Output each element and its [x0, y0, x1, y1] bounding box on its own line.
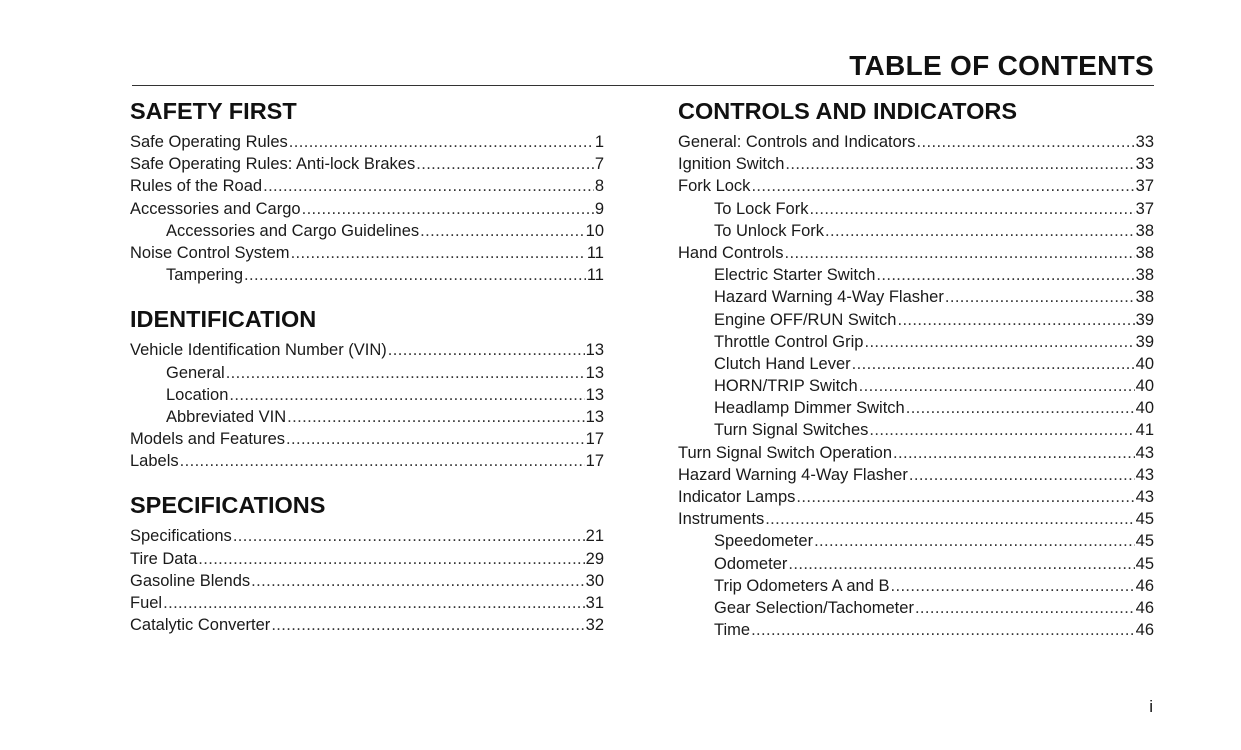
dot-leader [859, 375, 1135, 397]
toc-entry-page: 21 [585, 527, 604, 546]
toc-entry[interactable] [130, 198, 604, 220]
toc-entry-page: 40 [1135, 399, 1154, 418]
toc-entry-page: 43 [1135, 465, 1154, 484]
toc-entry-label: General: Controls and Indicators [678, 133, 916, 151]
toc-entry[interactable] [130, 362, 604, 384]
toc-entry-label: Tampering [166, 266, 244, 285]
toc-entry-page: 32 [585, 616, 604, 635]
dot-leader [784, 242, 1134, 264]
dot-leader [287, 406, 584, 428]
dot-leader [869, 419, 1134, 441]
dot-leader [945, 286, 1135, 308]
toc-entry-page: 46 [1135, 576, 1154, 595]
toc-entry-page: 40 [1135, 377, 1154, 396]
dot-leader [788, 553, 1134, 575]
toc-entry-page: 8 [594, 177, 604, 196]
toc-entry[interactable] [130, 153, 604, 175]
toc-entry-page: 9 [594, 199, 604, 218]
toc-entry[interactable] [678, 442, 1154, 464]
toc-entry[interactable] [130, 339, 604, 361]
toc-entry-page: 30 [585, 571, 604, 590]
dot-leader [751, 175, 1134, 197]
toc-entry[interactable] [678, 331, 1154, 353]
dot-leader [890, 575, 1134, 597]
toc-entry[interactable] [130, 450, 604, 472]
toc-entry[interactable] [678, 220, 1154, 242]
dot-leader [416, 153, 594, 175]
toc-entry-label: Headlamp Dimmer Switch [714, 399, 905, 418]
toc-entry-page: 38 [1135, 243, 1154, 262]
toc-entry-label: Instruments [678, 510, 765, 529]
toc-entry-label: Location [166, 385, 229, 404]
dot-leader [163, 592, 585, 614]
dot-leader [244, 264, 586, 286]
dot-leader [233, 525, 585, 547]
toc-entry[interactable] [130, 428, 604, 450]
toc-entry[interactable] [678, 264, 1154, 286]
toc-entry-page: 31 [585, 594, 604, 612]
toc-entry-page: 40 [1135, 354, 1154, 373]
toc-entry-page: 39 [1135, 332, 1154, 351]
dot-leader [420, 220, 585, 242]
toc-entry[interactable] [678, 575, 1154, 597]
dot-leader [271, 614, 584, 636]
toc-entry-page: 17 [585, 430, 604, 449]
toc-entry-page: 13 [585, 407, 604, 426]
toc-entry[interactable] [678, 286, 1154, 308]
page-title: TABLE OF CONTENTS [849, 50, 1154, 81]
toc-entry[interactable] [130, 614, 604, 636]
dot-leader [825, 220, 1135, 242]
toc-entry[interactable] [678, 375, 1154, 397]
toc-entry-label: Electric Starter Switch [714, 266, 876, 285]
toc-entry-page: 1 [594, 133, 604, 151]
toc-entry-label: Accessories and Cargo [130, 199, 301, 218]
toc-entry-label: Throttle Control Grip [714, 332, 864, 351]
toc-entry-page: 43 [1135, 443, 1154, 462]
toc-entry-page: 45 [1135, 510, 1154, 529]
page-number: i [1149, 697, 1153, 716]
dot-leader [765, 508, 1134, 530]
toc-entry[interactable] [130, 548, 604, 570]
toc-section-safety-first [130, 96, 604, 286]
toc-entry-label: HORN/TRIP Switch [714, 377, 858, 396]
toc-entry-label: Gear Selection/Tachometer [714, 598, 914, 617]
dot-leader [263, 175, 594, 197]
toc-entry-page: 13 [585, 341, 604, 360]
toc-entry-label: Vehicle Identification Number (VIN) [130, 341, 387, 360]
toc-section-specifications [130, 490, 604, 636]
toc-entry-page: 37 [1135, 199, 1154, 218]
toc-entry-label: Fuel [130, 594, 163, 612]
toc-entry[interactable] [678, 131, 1154, 153]
toc-entry-page: 7 [594, 155, 604, 174]
toc-entry[interactable] [130, 592, 604, 614]
toc-entry-page: 46 [1135, 621, 1154, 640]
dot-leader [289, 131, 594, 153]
toc-entry[interactable] [678, 242, 1154, 264]
toc-entry-label: Safe Operating Rules: Anti-lock Brakes [130, 155, 416, 174]
toc-entry-label: Hand Controls [678, 243, 784, 262]
toc-entry-label: Safe Operating Rules [130, 133, 288, 151]
toc-entry[interactable] [678, 619, 1154, 641]
toc-entry-label: Accessories and Cargo Guidelines [166, 221, 420, 240]
toc-entry-label: Clutch Hand Lever [714, 354, 851, 373]
dot-leader [796, 486, 1134, 508]
dot-leader [180, 450, 585, 472]
dot-leader [291, 242, 586, 264]
toc-entry-label: Trip Odometers A and B [714, 576, 890, 595]
toc-entry[interactable] [130, 406, 604, 428]
dot-leader [229, 384, 584, 406]
toc-entry-page: 41 [1135, 421, 1154, 440]
toc-entry[interactable] [130, 220, 604, 242]
dot-leader [897, 309, 1134, 331]
toc-entry-label: Abbreviated VIN [166, 407, 287, 426]
toc-entry-label: Rules of the Road [130, 177, 263, 196]
toc-entry[interactable] [130, 175, 604, 197]
toc-entry[interactable] [678, 153, 1154, 175]
toc-entry-label: Models and Features [130, 430, 286, 449]
header-divider [132, 85, 1154, 86]
dot-leader [198, 548, 584, 570]
toc-entry[interactable] [678, 397, 1154, 419]
toc-entry-label: Fork Lock [678, 177, 751, 196]
toc-entry-label: Tire Data [130, 549, 198, 568]
toc-entry[interactable] [130, 384, 604, 406]
toc-entry[interactable] [678, 353, 1154, 375]
toc-entry-label: Gasoline Blends [130, 571, 251, 590]
toc-entry-label: Noise Control System [130, 243, 290, 262]
toc-entry-label: Ignition Switch [678, 155, 785, 174]
toc-entry[interactable] [130, 570, 604, 592]
toc-section-identification [130, 304, 604, 472]
toc-entry-page: 11 [586, 266, 604, 285]
dot-leader [809, 198, 1134, 220]
toc-entry-page: 46 [1135, 598, 1154, 617]
dot-leader [852, 353, 1135, 375]
toc-entry-label: General [166, 363, 225, 382]
toc-section-controls-and-indicators [678, 96, 1154, 641]
toc-entry-page: 45 [1135, 554, 1154, 573]
toc-entry-page: 13 [585, 363, 604, 382]
toc-entry[interactable] [130, 242, 604, 264]
dot-leader [917, 131, 1135, 153]
toc-left-column [130, 96, 604, 654]
toc-entry[interactable] [678, 597, 1154, 619]
dot-leader [909, 464, 1135, 486]
dot-leader [302, 198, 594, 220]
toc-entry-label: Speedometer [714, 532, 814, 551]
toc-entry-label: To Unlock Fork [714, 221, 825, 240]
toc-entry-page: 13 [585, 385, 604, 404]
dot-leader [876, 264, 1134, 286]
toc-entry[interactable] [678, 419, 1154, 441]
toc-entry-page: 11 [586, 243, 604, 262]
toc-entry-label: To Lock Fork [714, 199, 809, 218]
dot-leader [915, 597, 1135, 619]
toc-entry-label: Labels [130, 452, 179, 471]
section-heading: CONTROLS AND INDICATORS [678, 98, 1018, 124]
toc-entry-label: Odometer [714, 554, 788, 573]
toc-entry[interactable] [678, 508, 1154, 530]
dot-leader [226, 362, 585, 384]
toc-entry-page: 43 [1135, 488, 1154, 506]
toc-entry-page: 33 [1135, 133, 1154, 151]
toc-entry[interactable] [678, 553, 1154, 575]
toc-entry[interactable] [678, 175, 1154, 197]
dot-leader [388, 339, 585, 361]
toc-entry-page: 38 [1135, 221, 1154, 240]
toc-entry-label: Turn Signal Switch Operation [678, 443, 892, 462]
toc-right-column [678, 96, 1154, 659]
toc-entry-label: Catalytic Converter [130, 616, 271, 635]
section-heading: IDENTIFICATION [130, 306, 317, 333]
toc-entry-label: Turn Signal Switches [714, 421, 869, 440]
toc-entry-page: 45 [1135, 532, 1154, 551]
toc-entry-label: Indicator Lamps [678, 488, 796, 506]
dot-leader [864, 331, 1134, 353]
toc-entry[interactable] [678, 530, 1154, 552]
toc-entry-page: 17 [585, 452, 604, 471]
dot-leader [906, 397, 1135, 419]
dot-leader [893, 442, 1135, 464]
toc-entry-label: Hazard Warning 4-Way Flasher [714, 288, 944, 307]
toc-entry[interactable] [678, 198, 1154, 220]
toc-entry[interactable] [678, 309, 1154, 331]
section-heading: SAFETY FIRST [130, 98, 297, 124]
toc-entry[interactable] [678, 464, 1154, 486]
toc-entry[interactable] [130, 525, 604, 547]
toc-entry[interactable] [678, 486, 1154, 508]
toc-entry-page: 33 [1135, 155, 1154, 174]
dot-leader [251, 570, 584, 592]
toc-entry-page: 39 [1135, 310, 1154, 329]
toc-entry-label: Time [714, 621, 751, 640]
dot-leader [286, 428, 585, 450]
dot-leader [751, 619, 1135, 641]
toc-entry-page: 37 [1135, 177, 1154, 196]
toc-entry-label: Specifications [130, 527, 232, 546]
toc-entry[interactable] [130, 131, 604, 153]
dot-leader [814, 530, 1135, 552]
toc-entry-page: 38 [1135, 288, 1154, 307]
toc-entry-label: Hazard Warning 4-Way Flasher [678, 465, 908, 484]
toc-entry-label: Engine OFF/RUN Switch [714, 310, 897, 329]
toc-entry[interactable] [130, 264, 604, 286]
toc-entry-page: 29 [585, 549, 604, 568]
toc-entry-page: 10 [585, 221, 604, 240]
dot-leader [785, 153, 1134, 175]
toc-entry-page: 38 [1135, 266, 1154, 285]
section-heading: SPECIFICATIONS [130, 492, 326, 519]
